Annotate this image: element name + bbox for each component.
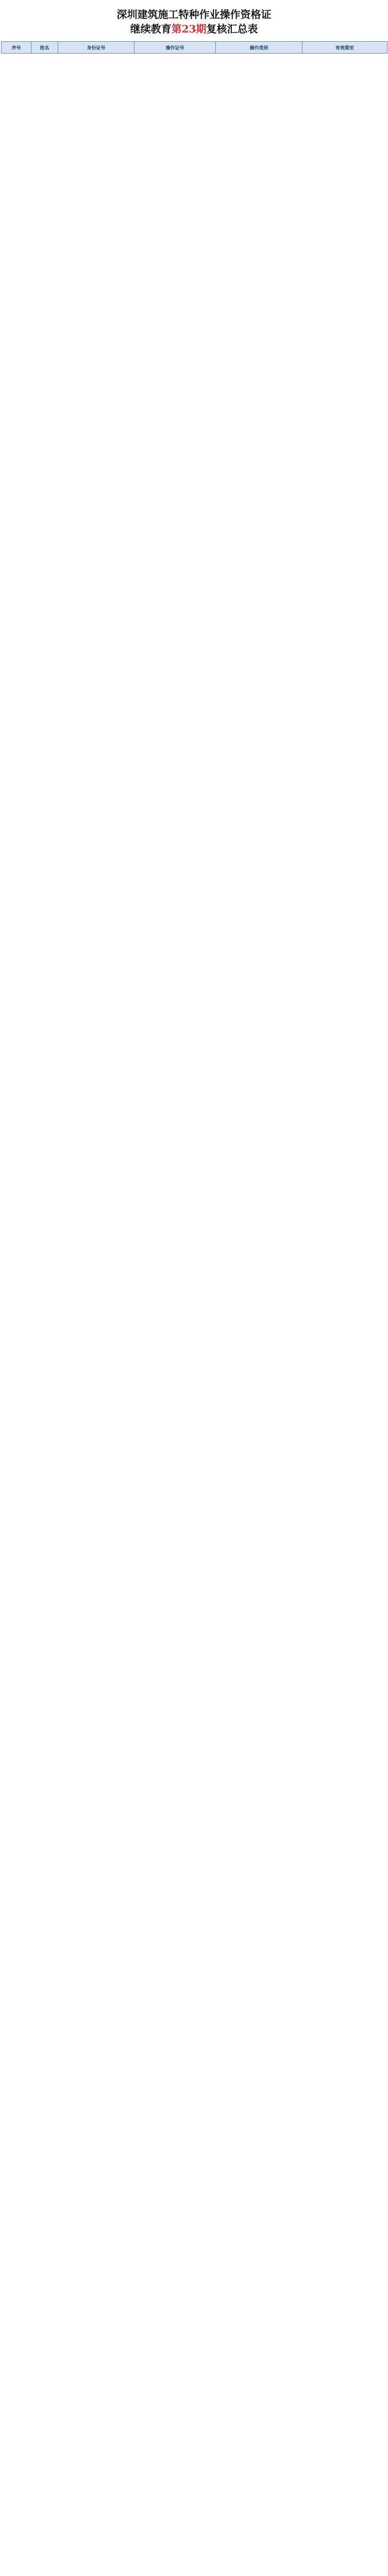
- header-row: [2, 42, 387, 54]
- header-valid-until: 有效期至: [302, 42, 387, 54]
- document-title: [1, 3, 387, 41]
- title-suffix: 复核汇总表: [206, 23, 258, 35]
- title-line-1: 深圳建筑施工特种作业操作资格证: [116, 8, 272, 21]
- page: [0, 0, 388, 60]
- title-line-2: [1, 22, 387, 36]
- header-id-number: 身份证号: [58, 42, 134, 54]
- header-index: 序号: [2, 42, 31, 54]
- roster-table: [1, 41, 387, 54]
- header-name: 姓名: [31, 42, 58, 54]
- header-operation-category: 操作类别: [216, 42, 302, 54]
- table-header: [2, 42, 387, 54]
- title-prefix: 继续教育: [130, 23, 172, 35]
- header-certificate-number: 操作证号: [134, 42, 216, 54]
- title-period-number: 第23期: [171, 23, 207, 35]
